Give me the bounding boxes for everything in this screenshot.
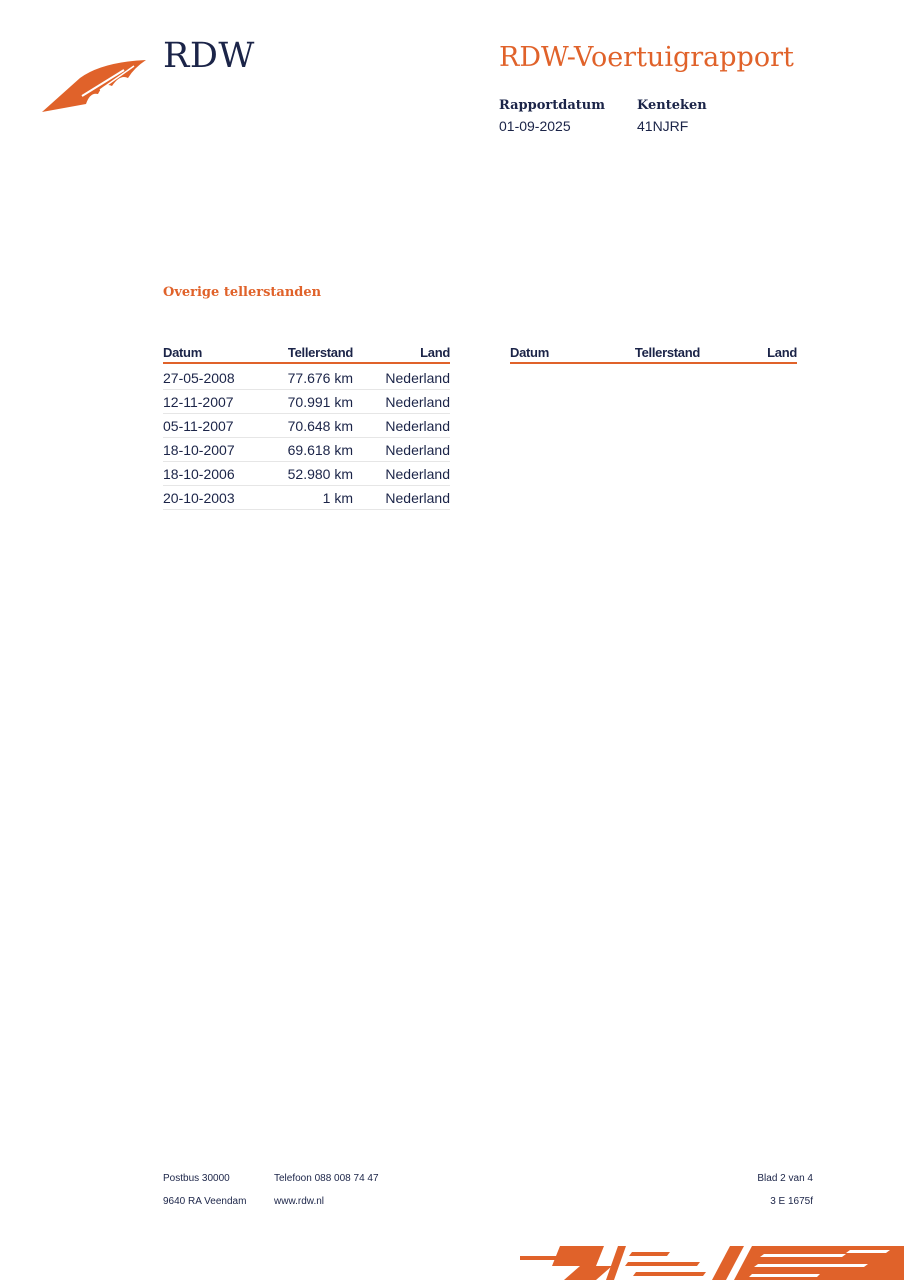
- cell-odometer: 77.676 km: [287, 369, 353, 386]
- cell-date: 05-11-2007: [163, 417, 234, 434]
- decorative-stripes-icon: [520, 1244, 904, 1280]
- cell-odometer: 52.980 km: [287, 465, 353, 482]
- column-header-date: Datum: [163, 345, 202, 360]
- column-header-country: Land: [420, 345, 450, 360]
- table-row: [163, 438, 450, 462]
- cell-odometer: 70.991 km: [287, 393, 353, 410]
- cell-odometer: 70.648 km: [287, 417, 353, 434]
- column-header-odometer: Tellerstand: [634, 345, 700, 360]
- odometer-table-right: [510, 345, 797, 364]
- license-plate-label: Kenteken: [637, 98, 707, 113]
- cell-country: Nederland: [385, 417, 450, 434]
- cell-country: Nederland: [385, 489, 450, 506]
- cell-odometer: 69.618 km: [287, 441, 353, 458]
- footer-page-number: Blad 2 van 4: [757, 1173, 813, 1184]
- column-header-country: Land: [767, 345, 797, 360]
- logo-text: RDW: [163, 36, 255, 76]
- table-row: [163, 390, 450, 414]
- footer-postbus: Postbus 30000: [163, 1173, 230, 1184]
- odometer-table-left: [163, 345, 450, 510]
- footer-website: www.rdw.nl: [274, 1196, 325, 1207]
- cell-date: 20-10-2003: [163, 489, 235, 506]
- column-header-date: Datum: [510, 345, 549, 360]
- footer-city: 9640 RA Veendam: [163, 1196, 247, 1207]
- table-header: [510, 345, 797, 364]
- cell-date: 27-05-2008: [163, 369, 235, 386]
- footer-document-code: 3 E 1675f: [770, 1196, 813, 1207]
- cell-date: 18-10-2006: [163, 465, 235, 482]
- footer-phone: Telefoon 088 008 74 47: [274, 1173, 379, 1184]
- column-header-odometer: Tellerstand: [287, 345, 353, 360]
- cell-country: Nederland: [385, 465, 450, 482]
- cell-odometer: 1 km: [322, 489, 353, 506]
- cell-date: 12-11-2007: [163, 393, 234, 410]
- table-row: [163, 462, 450, 486]
- report-title: RDW-Voertuigrapport: [499, 42, 794, 73]
- table-row: [163, 486, 450, 510]
- report-date-value: 01-09-2025: [499, 118, 571, 134]
- report-date-label: Rapportdatum: [499, 98, 605, 113]
- cell-country: Nederland: [385, 369, 450, 386]
- table-header: [163, 345, 450, 364]
- license-plate-value: 41NJRF: [637, 118, 689, 134]
- table-row: [163, 366, 450, 390]
- cell-date: 18-10-2007: [163, 441, 235, 458]
- section-title: Overige tellerstanden: [163, 285, 322, 300]
- rdw-logo-icon: [42, 56, 148, 114]
- cell-country: Nederland: [385, 393, 450, 410]
- table-row: [163, 414, 450, 438]
- cell-country: Nederland: [385, 441, 450, 458]
